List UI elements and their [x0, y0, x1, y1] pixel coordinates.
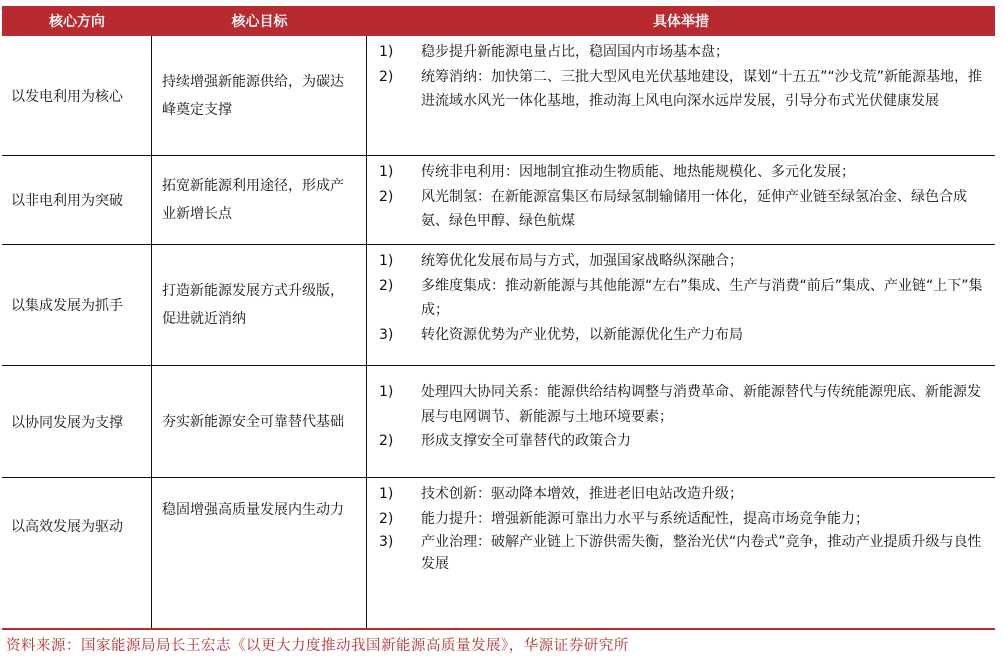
measures-cell [367, 245, 995, 365]
measures-table [2, 6, 995, 628]
measure-item: 1) 稳步提升新能源电量占比，稳固国内市场基本盘； [379, 44, 729, 60]
goal-cell: 打造新能源发展方式升级版，促进就近消纳 [152, 245, 367, 365]
measure-item: 1) 技术创新：驱动降本增效，推进老旧电站改造升级； [379, 486, 743, 502]
measures-cell [367, 366, 995, 477]
measure-item: 3) 转化资源优势为产业优势，以新能源优化生产力布局 [379, 326, 743, 343]
measure-item: 2) 统筹消纳：加快第二、三批大型风电光伏基地建设，谋划“十五五”“沙戈荒”新能源基地，推进流域水风光一体化基地，推动海上风电向深水远岸发展，引导分布式光伏健康发展 [379, 68, 983, 109]
measure-item: 1) 传统非电利用：因地制宜推动生物质能、地热能规模化、多元化发展； [379, 164, 855, 180]
header-goal: 核心目标 [231, 14, 288, 30]
table-row [2, 366, 995, 478]
direction-cell: 以发电利用为核心 [2, 36, 152, 155]
measure-item: 2) 多维度集成：推动新能源与其他能源“左右”集成、生产与消费“前后”集成、产业链“上下”集成； [379, 277, 983, 318]
goal-cell: 稳固增强高质量发展内生动力 [152, 478, 367, 628]
direction-cell: 以高效发展为驱动 [2, 478, 152, 628]
measure-item: 3) 产业治理：破解产业链上下游供需失衡，整治光伏“内卷式”竞争，推动产业提质升级与良性发展 [379, 534, 982, 572]
direction-cell: 以集成发展为抓手 [2, 245, 152, 365]
table-row [2, 156, 995, 245]
bottom-rule [2, 628, 995, 630]
measures-cell [367, 36, 995, 155]
direction-cell: 以协同发展为支撑 [2, 366, 152, 477]
header-direction: 核心方向 [49, 14, 105, 30]
goal-cell: 拓宽新能源利用途径，形成产业新增长点 [152, 156, 367, 244]
measures-cell [367, 156, 995, 244]
table-row [2, 478, 995, 628]
table-row [2, 36, 995, 156]
table-row [2, 245, 995, 366]
direction-cell: 以非电利用为突破 [2, 156, 152, 244]
goal-cell: 夯实新能源安全可靠替代基础 [152, 366, 367, 477]
measure-item: 1) 处理四大协同关系：能源供给结构调整与消费革命、新能源替代与传统能源兜底、新能源发展与电网调节、新能源与土地环境要素； [379, 384, 981, 425]
measure-item: 2) 形成支撑安全可靠替代的政策合力 [379, 433, 631, 449]
header-measures: 具体举措 [653, 14, 709, 30]
measure-item: 2) 风光制氢：在新能源富集区布局绿氢制输储用一体化，延伸产业链至绿氢冶金、绿色合成氨、绿色甲醇、绿色航煤 [379, 188, 967, 229]
source-note: 资料来源：国家能源局局长王宏志《以更大力度推动我国新能源高质量发展》，华源证券研究所 [6, 638, 629, 654]
goal-cell: 持续增强新能源供给，为碳达峰奠定支撑 [152, 36, 367, 155]
measure-item: 1) 统筹优化发展布局与方式，加强国家战略纵深融合； [379, 253, 743, 269]
measure-item: 2) 能力提升：增强新能源可靠出力水平与系统适配性，提高市场竞争能力； [379, 510, 869, 527]
measures-cell [367, 478, 995, 628]
table-header [2, 6, 995, 36]
